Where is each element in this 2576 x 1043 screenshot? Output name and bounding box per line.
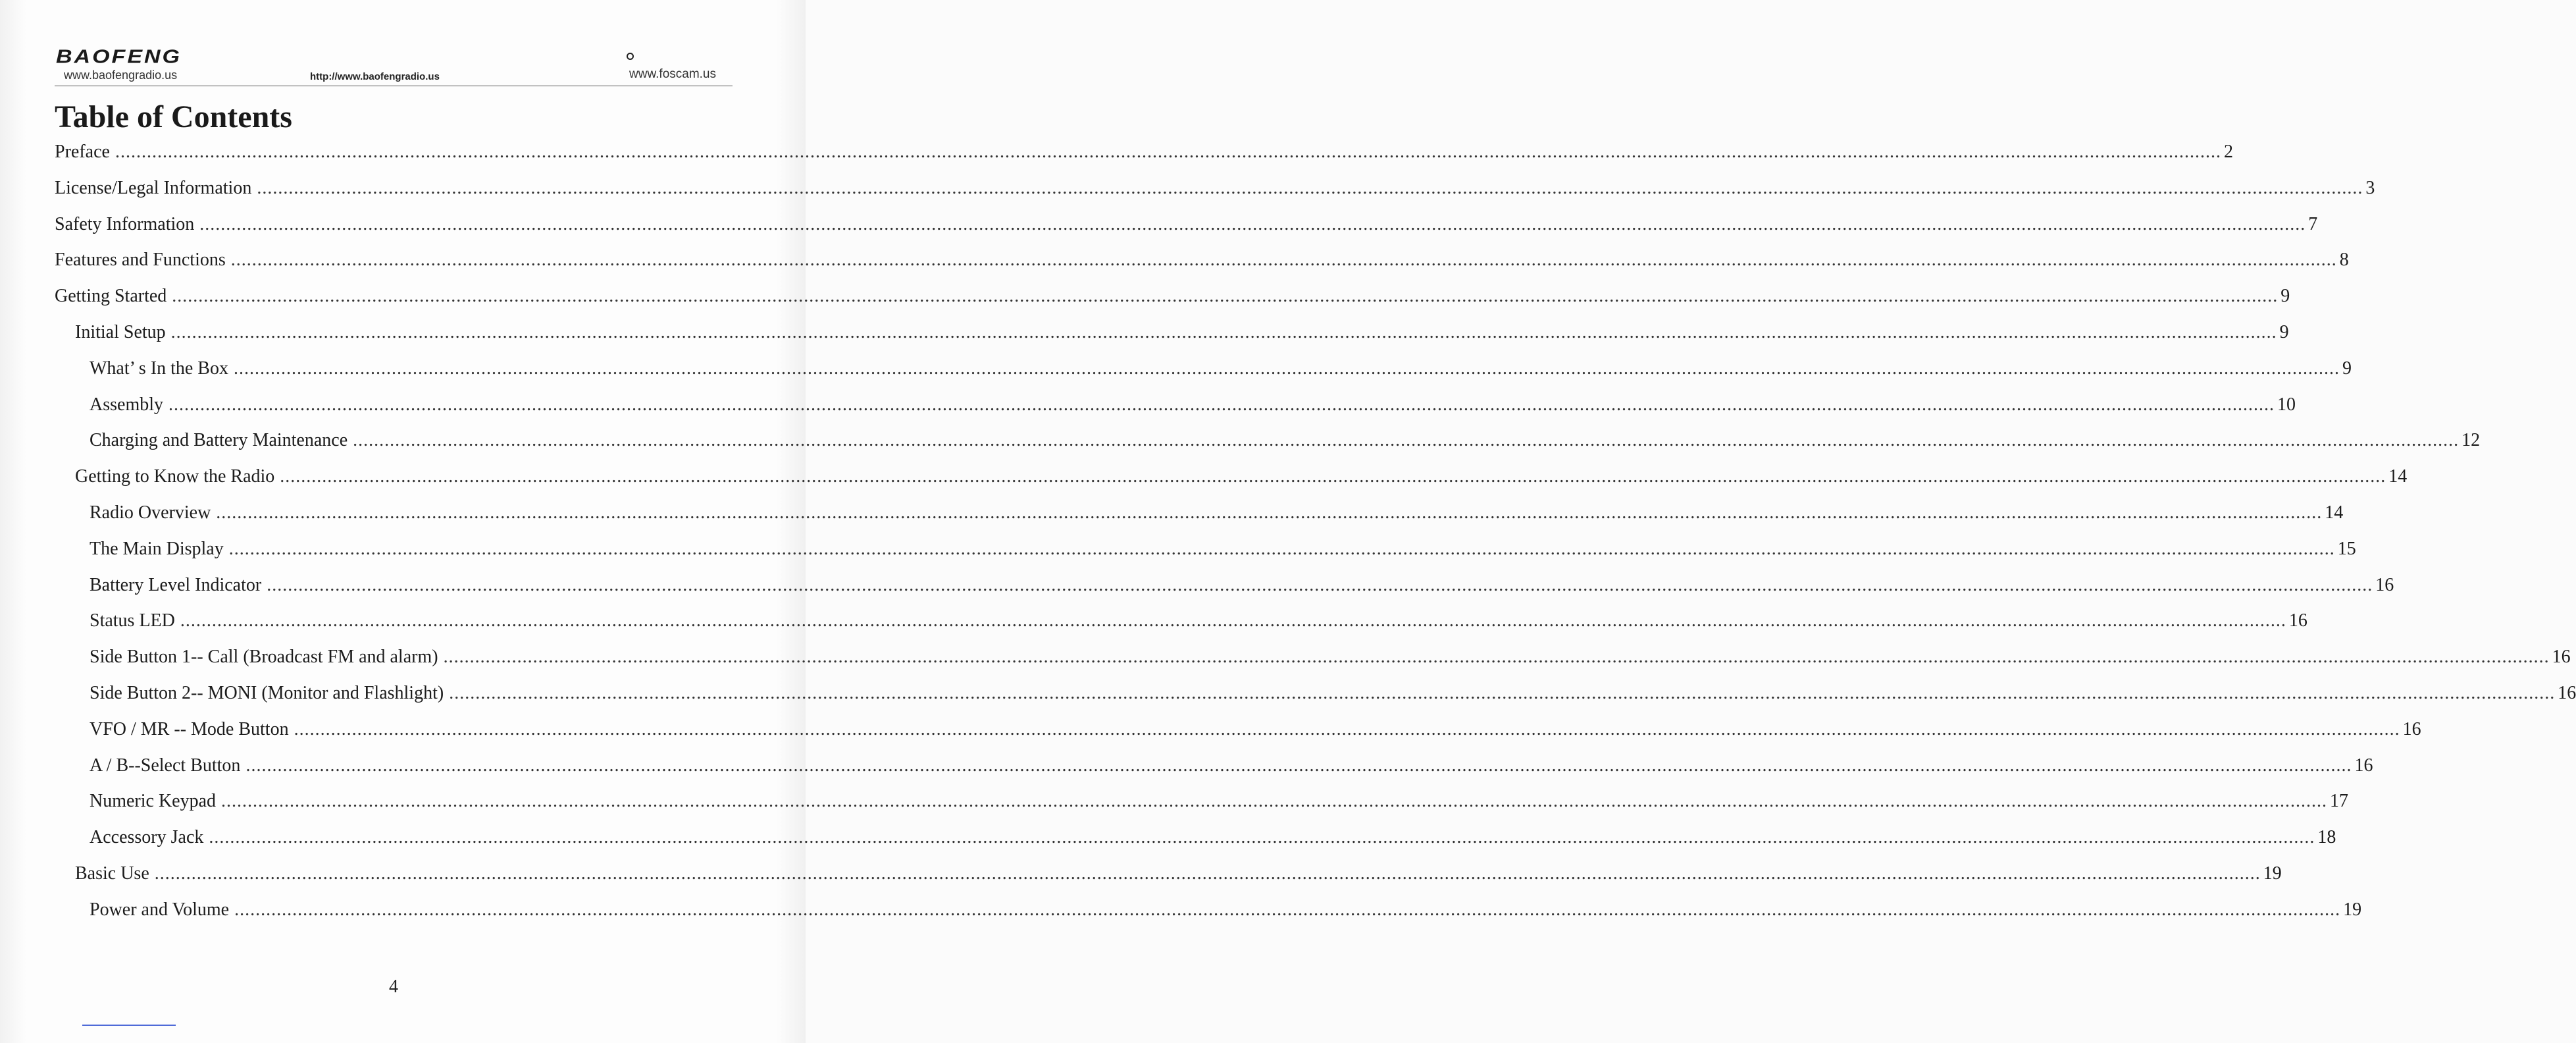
baofeng-logo: BAOFENG [56,46,182,68]
toc-dot-leader: ................................................................................................................................................................................................................................................................................................................................................................................................................ [443,647,2550,667]
page-number: 4 [389,976,398,997]
toc-dot-leader: ................................................................................................................................................................................................................................................................................................................................................................................................................ [216,502,2323,523]
toc-entry-label: Power and Volume [90,899,230,920]
toc-entry-label: The Main Display [90,539,224,559]
page-header [55,46,733,86]
toc-dot-leader: ................................................................................................................................................................................................................................................................................................................................................................................................................ [221,791,2328,811]
toc-entry-label: Safety Information [55,214,195,234]
toc-entry-label: Side Button 2-- MONI (Monitor and Flashlight) [90,683,444,703]
toc-entry-label: Status LED [90,610,175,631]
toc-entry-page: 2 [2223,142,2233,162]
header-url-left: www.baofengradio.us [64,68,178,82]
toc-dot-leader: ................................................................................................................................................................................................................................................................................................................................................................................................................ [353,430,2460,450]
toc-entry [90,719,2421,745]
toc-entry [90,647,2571,673]
toc-entry-label: Preface [55,142,110,162]
toc-dot-leader: ................................................................................................................................................................................................................................................................................................................................................................................................................ [180,610,2286,631]
circle-bullet-icon [627,53,634,60]
toc-dot-leader: ................................................................................................................................................................................................................................................................................................................................................................................................................ [294,719,2400,739]
toc-entry-page: 9 [2279,322,2289,342]
toc-entry-label: VFO / MR -- Mode Button [90,719,289,739]
toc-dot-leader: ................................................................................................................................................................................................................................................................................................................................................................................................................ [115,142,2221,162]
toc-entry-label: Numeric Keypad [90,791,217,811]
toc-entry [90,683,2576,709]
toc-entry [90,539,2356,565]
toc-entry [90,502,2344,529]
toc-entry [75,322,2289,348]
toc-entry-label: Initial Setup [75,322,166,342]
toc-dot-leader: ................................................................................................................................................................................................................................................................................................................................................................................................................ [230,250,2337,270]
toc-entry-page: 7 [2308,214,2318,234]
toc-dot-leader: ................................................................................................................................................................................................................................................................................................................................................................................................................ [449,683,2556,703]
toc-entry [90,358,2352,385]
toc-entry-label: Battery Level Indicator [90,575,262,595]
toc-entry-page: 16 [2354,755,2373,776]
toc-dot-leader: ................................................................................................................................................................................................................................................................................................................................................................................................................ [280,466,2386,487]
toc-entry [75,466,2408,493]
toc-entry-page: 14 [2388,466,2408,487]
toc-entry-page: 19 [2263,863,2282,884]
toc-entry-page: 10 [2277,394,2296,415]
toc-entry [90,827,2336,853]
toc-entry-page: 9 [2342,358,2352,379]
toc-entry-page: 12 [2461,430,2481,450]
toc-entry-page: 8 [2339,250,2349,270]
toc-entry-label: Radio Overview [90,502,211,523]
toc-entry [55,250,2349,276]
toc-dot-leader: ................................................................................................................................................................................................................................................................................................................................................................................................................ [267,575,2373,595]
toc-dot-leader: ................................................................................................................................................................................................................................................................................................................................................................................................................ [199,214,2306,234]
toc-entry-page: 16 [2288,610,2307,631]
toc-entry-label: A / B--Select Button [90,755,241,776]
toc-dot-leader: ................................................................................................................................................................................................................................................................................................................................................................................................................ [257,178,2363,198]
toc-dot-leader: ................................................................................................................................................................................................................................................................................................................................................................................................................ [234,899,2341,920]
toc-entry-page: 18 [2317,827,2336,847]
header-url-right: www.foscam.us [629,67,716,81]
toc-entry [75,863,2282,890]
header-url-center: http://www.baofengradio.us [310,71,440,82]
toc-entry [90,755,2373,782]
page-title: Table of Contents [55,99,292,134]
toc-entry-label: Getting Started [55,286,167,306]
toc-entry-page: 16 [2402,719,2421,739]
toc-entry-label: Getting to Know the Radio [75,466,275,487]
toc-entry-page: 16 [2552,647,2571,667]
toc-entry-label: License/Legal Information [55,178,252,198]
toc-entry-label: Side Button 1-- Call (Broadcast FM and alarm) [90,647,438,667]
bottom-rule [82,1025,176,1026]
toc-entry [90,394,2296,421]
toc-entry [90,791,2349,817]
toc-entry-page: 14 [2325,502,2344,523]
toc-dot-leader: ................................................................................................................................................................................................................................................................................................................................................................................................................ [172,286,2279,306]
toc-dot-leader: ................................................................................................................................................................................................................................................................................................................................................................................................................ [209,827,2315,847]
toc-entry [90,430,2481,456]
toc-dot-leader: ................................................................................................................................................................................................................................................................................................................................................................................................................ [228,539,2335,559]
toc-entry [90,575,2394,601]
toc-entry-label: Basic Use [75,863,149,884]
toc-entry-page: 16 [2558,683,2576,703]
toc-dot-leader: ................................................................................................................................................................................................................................................................................................................................................................................................................ [170,322,2277,342]
toc-entry-page: 15 [2337,539,2356,559]
toc-entry-page: 9 [2280,286,2290,306]
toc-entry-page: 16 [2375,575,2394,595]
toc-entry-page: 3 [2365,178,2375,198]
toc-dot-leader: ................................................................................................................................................................................................................................................................................................................................................................................................................ [245,755,2352,776]
toc-entry [90,899,2362,926]
toc-dot-leader: ................................................................................................................................................................................................................................................................................................................................................................................................................ [154,863,2261,884]
toc-entry-label: Assembly [90,394,163,415]
toc-entry [90,610,2307,637]
toc-entry-page: 19 [2343,899,2362,920]
toc-entry [55,214,2318,240]
toc-entry-label: Features and Functions [55,250,226,270]
toc-entry [55,142,2233,168]
toc-entry-label: Accessory Jack [90,827,204,847]
toc-dot-leader: ................................................................................................................................................................................................................................................................................................................................................................................................................ [233,358,2340,379]
toc-dot-leader: ................................................................................................................................................................................................................................................................................................................................................................................................................ [168,394,2275,415]
toc-entry-page: 17 [2330,791,2349,811]
toc-entry [55,286,2290,312]
toc-entry-label: What’ s In the Box [90,358,228,379]
toc-entry [55,178,2375,204]
toc-entry-label: Charging and Battery Maintenance [90,430,348,450]
